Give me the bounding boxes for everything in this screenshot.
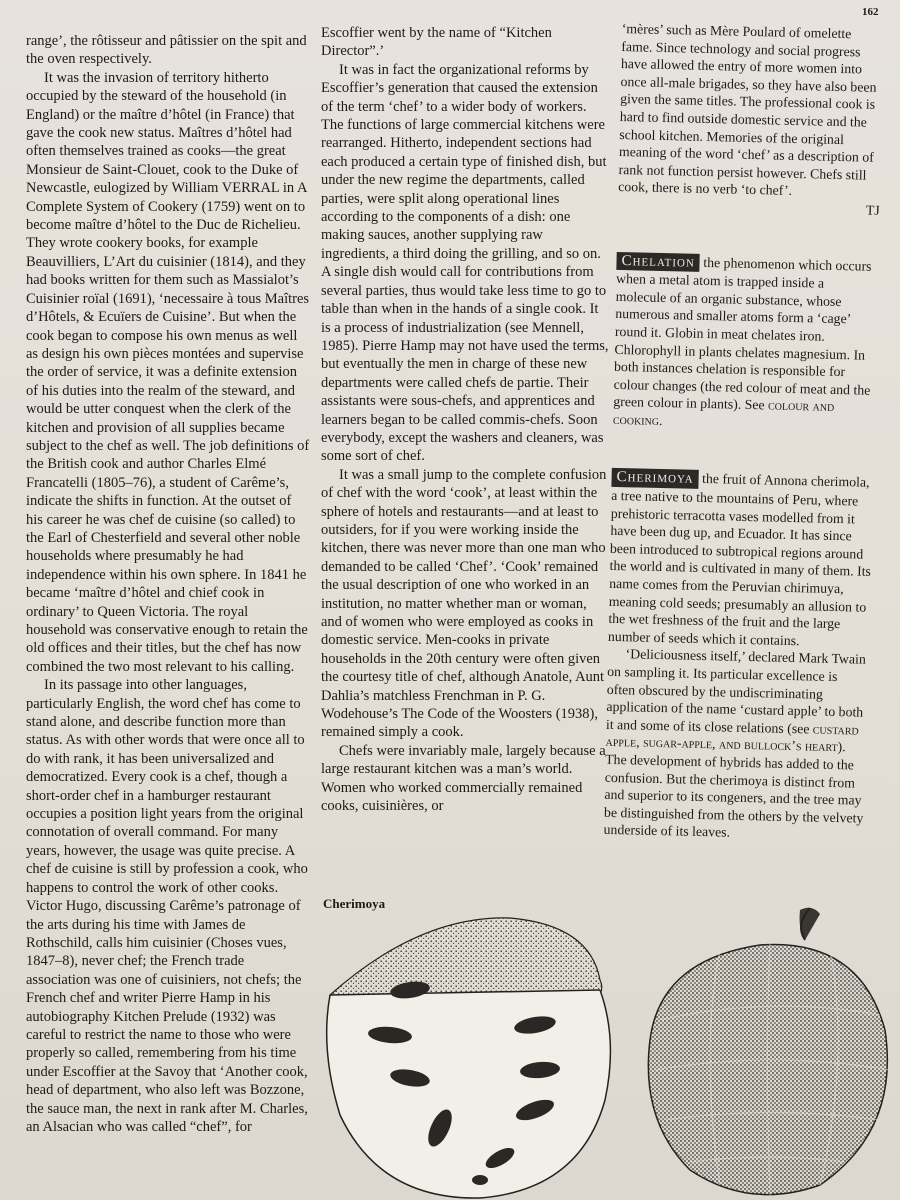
paragraph: It was a small jump to the complete confusion of chef with the word ‘cook’, at least within the sphere of hotels and restaurants—and at least to outsiders, for if you were working inside the kitchen, there was never more than one man who demanded to be called ‘Chef’. ‘Cook’ remained the usual description of one who worked in an institution, no matter whether man or woman, and of women who were employed as cooks in domestic service. Men-cooks in private households in the 20th century were often given the courtesy title of chef, although Anatole, Aunt Dahlia’s matchless Frenchman in P. G. Wodehouse’s The Code of the Woosters (1938), remained simply a cook. bbox=[321, 466, 607, 741]
entry-chelation bbox=[613, 251, 879, 434]
entry-headword: Cherimoya bbox=[611, 468, 698, 489]
text-column-left bbox=[26, 32, 311, 1136]
cross-reference: colour and cooking. bbox=[612, 397, 835, 428]
paragraph: ‘mères’ such as Mère Poulard of omelette fame. Since technology and social progress have allowed the entry of more women into once all-male brigades, so they have also been given the same titles. The professional cook is hard to find outside domestic service and the school kitchen. Memories of the original meaning of the word ‘chef’ as a description of rank not function persist however. Chefs still cook, there is no verb ‘to chef’. bbox=[618, 20, 877, 199]
paragraph: It was the invasion of territory hitherto occupied by the steward of the household (in England) or the maître d’hôtel (in France) that gave the cook new status. Maîtres d’hôtel had often themselves trained as cooks—the great Monsieur de Saint-Clouet, cook to the Duke of Newcastle, eulogized by William VERRAL in A Complete System of Cookery (1759) went on to become maître d’hôtel to the Duc de Richelieu. They wrote cookery books, for example Beauvilliers, L’Art du cuisinier (1814), and they had books written for them such as Massialot’s Cuisinier roïal (1691), ‘necessaire à tous Maîtres d’Hôtels, & Ecuïers de Cuisine’. But when the cook began to compose his own menus as well as design his own pièces montées and supervise the order of service, it was a definite extension of his duties into the realm of the steward, and would be utter conquest when the clerk of the kitchen and provision of all supplies became subject to the chef as well. The job definitions of the British cook and author Charles Elmé Francatelli (1805–76), a student of Carême’s, indicate the shifts in function. At the outset of his career he was chef de cuisine (so called) to the Earl of Chesterfield and several other noble households where presumably he had independence within his own sphere. In 1841 he became ‘maître d’hôtel and chief cook in ordinary’ to Queen Victoria. The royal household was conservative enough to retain the old offices and their titles, but the chef has now combined the two most relevant to his calling. bbox=[26, 69, 310, 675]
cherimoya-whole-drawing bbox=[648, 908, 890, 1195]
cherimoya-half-drawing bbox=[327, 918, 611, 1198]
cross-reference: custard apple, sugar-apple, and bullock’s heart). bbox=[605, 721, 859, 755]
text-column-right bbox=[603, 20, 884, 845]
entry-text: ‘Deliciousness itself,’ declared Mark Twain on sampling it. Its particular excellence is often obscured by the undiscriminating application of the name ‘custard apple’ to both it and some of its close relations (see bbox=[605, 646, 867, 737]
entry-text: the fruit of Annona cherimola, a tree native to the mountains of Peru, where prehistoric terracotta vases modelled from it have been dug up, and Ecuador. It has since been introduced to subtropical regions around the world and is cultivated in many of them. Its name comes from the Peruvian chirimuya, meaning cold seeds; presumably an allusion to the wet freshness of the fruit and the large number of seeds which it contains. bbox=[607, 471, 872, 648]
paragraph: Escoffier went by the name of “Kitchen Director”.’ bbox=[321, 25, 552, 60]
paragraph: range’, the rôtisseur and pâtissier on the spit and the oven respectively. bbox=[26, 33, 307, 68]
page-number: 162 bbox=[862, 6, 879, 18]
entry-cherimoya bbox=[603, 468, 873, 844]
cherimoya-illustration bbox=[300, 900, 900, 1200]
entry-text: the phenomenon which occurs when a metal atom is trapped inside a molecule of an organic substance, whose numerous and smaller atoms form a ‘cage’ round it. Globin in meat chelates iron. Chlorophyll in plants chelates magnesium. In both instances chelation is responsible for colour changes (the red colour of meat and the green colour in plants). See bbox=[613, 254, 872, 413]
entry-headword: Chelation bbox=[616, 251, 700, 271]
entry-text: The development of hybrids has added to the confusion. But the cherimoya is distinct from and superior to its congeners, and the tree may be distinguished from the others by the velvety underside of its leaves. bbox=[603, 751, 864, 841]
paragraph: Chefs were invariably male, largely because a large restaurant kitchen was a man’s world. Women who worked commercially remained cooks, cuisinières, or bbox=[321, 742, 606, 815]
text-column-middle bbox=[321, 24, 609, 815]
paragraph: In its passage into other languages, particularly English, the word chef has come to stand alone, and describe function more than status. As with other words that were once all to do with rank, it has been universalized and democratized. Every cook is a chef, though a short-order chef in a hamburger restaurant occupies a position light years from the original connotation of overall command. For many years, however, the usage was quite precise. A chef de cuisine is still by profession a cook, who happens to control the work of other cooks. Victor Hugo, discussing Carême’s patronage of the arts during his time with James de Rothschild, calls him cuisinier (Choses vues, 1847–8), never chef; the French trade association was one of cuisiniers, not chefs; the French chef and writer Pierre Hamp in his autobiography Kitchen Prelude (1932) was careful to restrict the name to those who were properly so called, remembering from his time under Escoffier at the Savoy that ‘Another cook, head of department, who also left was Bozzone, the sauce man, the next in rank after M. Charles, an Alsacian who was called “chef”, for bbox=[26, 677, 308, 1135]
figure-caption: Cherimoya bbox=[323, 896, 386, 911]
paragraph: It was in fact the organizational reforms by Escoffier’s generation that caused the extension of the term ‘chef’ to a wider body of workers. The functions of large commercial kitchens were rearranged. Hitherto, independent sections had each produced a certain type of finished dish, but under the new regime the departments, called parties, were split along operational lines according to the components of a dish: one making sauces, another supplying raw ingredients, a third doing the grilling, and so on. A single dish would call for contributions from several parties, thus would take less time to go to table than when in the hands of a single cook. It is a process of industrialization (see Mennell, 1985). Pierre Hamp may not have used the terms, but eventually the men in charge of these new departments were called chefs de partie. Their assistants were sous-chefs, and apprentices and learners began to be called commis-chefs. Soon everybody, except the washers and cleaners, was some sort of chef. bbox=[321, 61, 609, 465]
author-initials: TJ bbox=[865, 202, 880, 218]
